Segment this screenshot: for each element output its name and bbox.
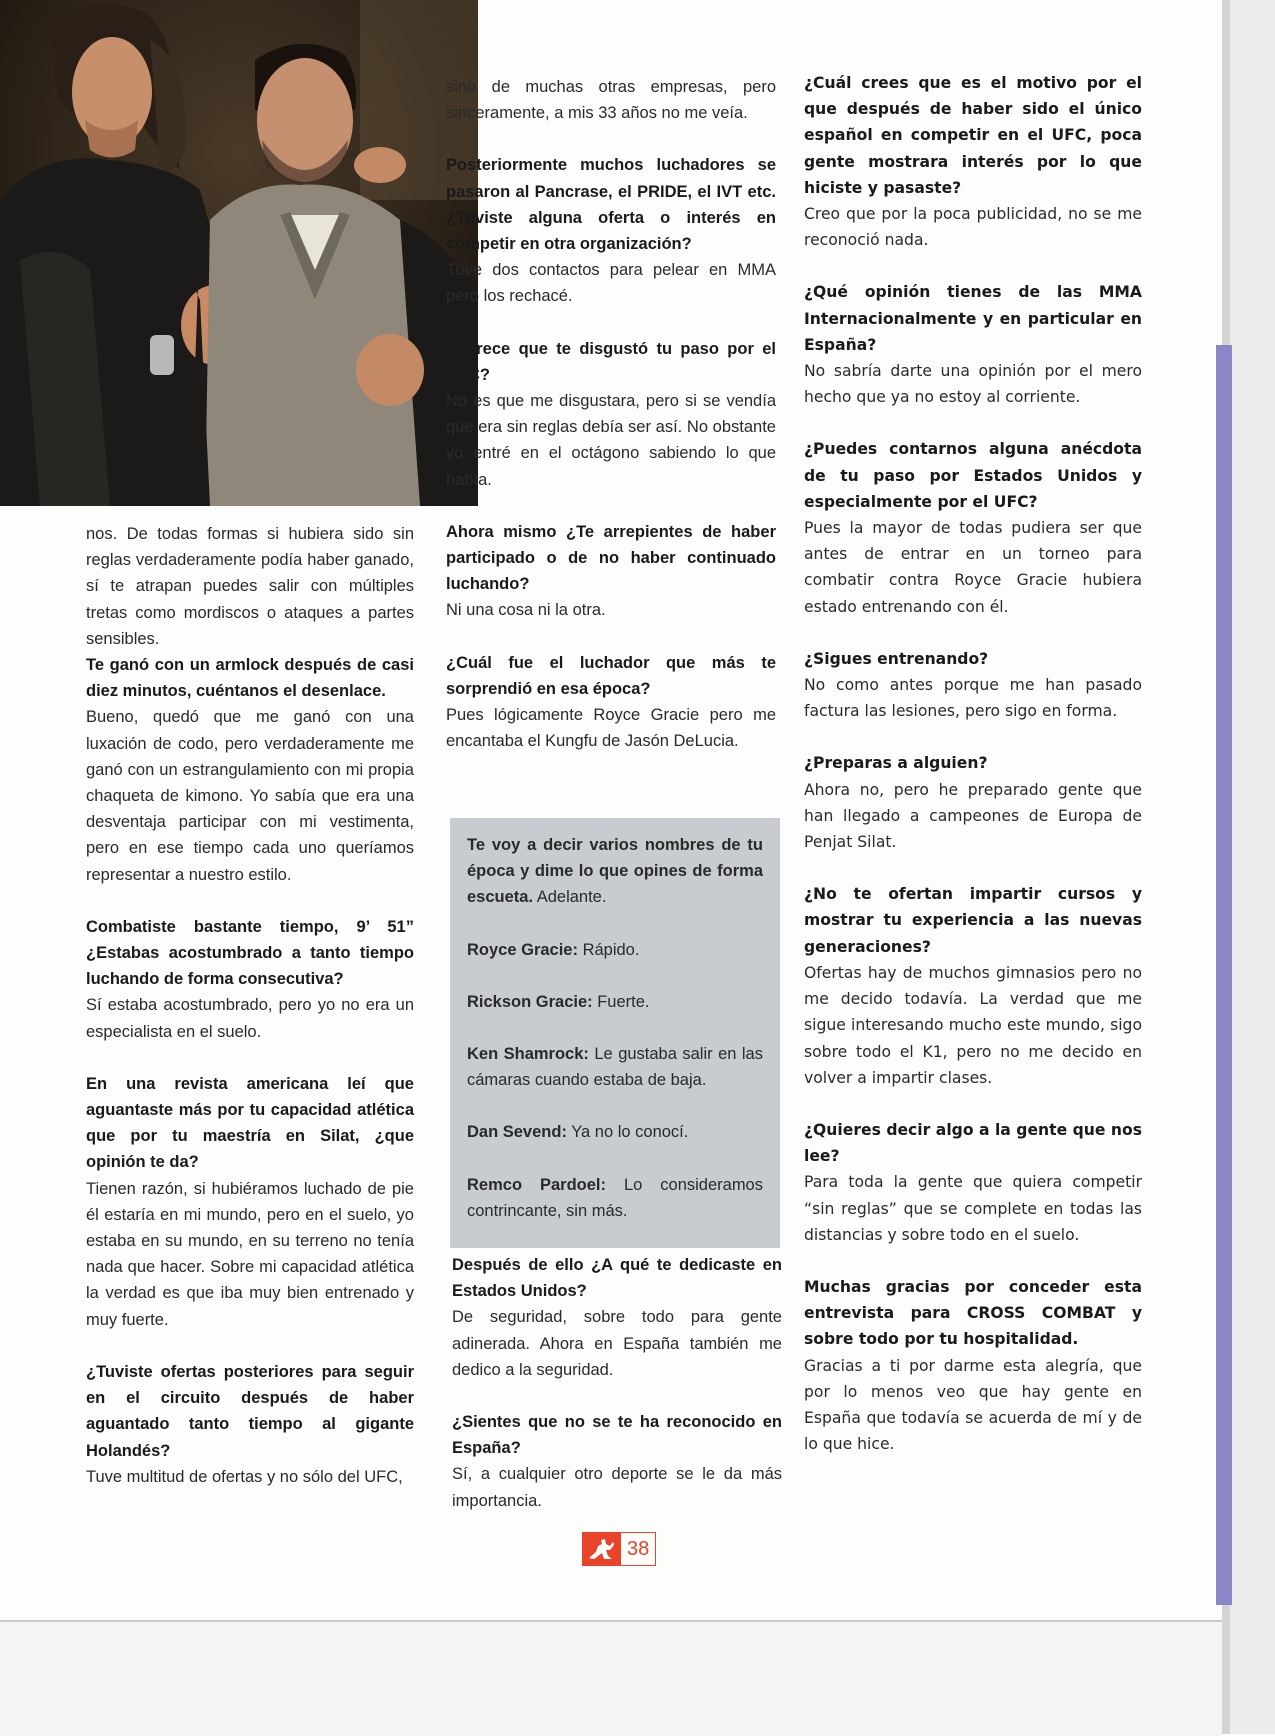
box-intro: Te voy a decir varios nombres de tu época y dime lo que opines de forma escueta. (467, 836, 763, 907)
fighter-name: Remco Pardoel: (467, 1175, 606, 1194)
answer-text: No es que me disgustara, pero si se vendía que era sin reglas debía ser así. No obstante yo entré en el octágono sabiendo lo que había. (446, 392, 776, 489)
question-text: ¿Sientes que no se te ha reconocido en España? (452, 1413, 782, 1458)
quick-names-content (467, 832, 763, 1224)
question-text: En una revista americana leí que aguantaste más por tu capacidad atlética que por tu maestría en Silat, ¿que opinión te da? (86, 1074, 414, 1172)
box-intro-rest: Adelante. (533, 888, 607, 907)
question-text: Ahora mismo ¿Te arrepientes de haber participado o de no haber continuado luchando? (446, 522, 776, 594)
column-middle (446, 74, 776, 754)
question-text: ¿Parece que te disgustó tu paso por el UFC? (446, 339, 776, 384)
answer-text: Ni una cosa ni la otra. (446, 601, 606, 620)
answer-text: sino de muchas otras empresas, pero sinceramente, a mis 33 años no me veía. (446, 78, 776, 123)
question-text: ¿No te ofertan impartir cursos y mostrar tu experiencia a las nuevas generaciones? (804, 885, 1142, 956)
answer-text: Bueno, quedó que me ganó con una luxación de codo, pero verdaderamente me ganó con un estrangulamiento con mi propia chaqueta de kimono. Yo sabía que era una desventaja participar con mi vestimenta, pero en ese tiempo cada uno queríamos representar a nuestro estilo. (86, 708, 414, 884)
page-bottom-margin (0, 1620, 1222, 1736)
answer-text: Tuve dos contactos para pelear en MMA pero los rechacé. (446, 261, 776, 306)
question-text: ¿Preparas a alguien? (804, 754, 988, 773)
answer-text: Creo que por la poca publicidad, no se me reconoció nada. (804, 205, 1142, 250)
question-text: Combatiste bastante tiempo, 9’ 51” ¿Estabas acostumbrado a tanto tiempo luchando de forma consecutiva? (86, 917, 414, 989)
question-text: ¿Cuál fue el luchador que más te sorprendió en esa época? (446, 653, 776, 698)
interview-photo (0, 0, 478, 506)
fighter-name: Ken Shamrock: (467, 1045, 589, 1064)
answer-text: Pues la mayor de todas pudiera ser que antes de entrar en un torneo para combatir contra Royce Gracie hubiera estado entrenando con él. (804, 519, 1142, 616)
fighter-name: Royce Gracie: (467, 940, 578, 959)
page-number: 38 (620, 1532, 656, 1566)
answer-text: Tuve multitud de ofertas y no sólo del UFC, (86, 1467, 403, 1486)
question-text: ¿Cuál crees que es el motivo por el que después de haber sido el único español en competir en el UFC, poca gente mostrara interés por lo que hiciste y pasaste? (804, 74, 1142, 197)
answer-text: Gracias a ti por darme esta alegría, que por lo menos veo que hay gente en España que todavía se acuerda de mí y de lo que hice. (804, 1356, 1142, 1454)
column-left (86, 521, 414, 1490)
answer-text: Tienen razón, si hubiéramos luchado de pie él estaría en mi mundo, pero en el suelo, yo estaba en su mundo, en su terreno no tenía nada que hacer. Sobre mi capacidad atlética la verdad es que iba muy bien entrenado y muy fuerte. (86, 1179, 414, 1329)
column-middle-lower (452, 1252, 782, 1514)
answer-text: No como antes porque me han pasado factura las lesiones, pero sigo en forma. (804, 676, 1142, 721)
section-tab (1216, 345, 1232, 1605)
answer-text: Ofertas hay de muchos gimnasios pero no me decido todavía. La verdad que me sigue interesando mucho este mundo, sigo sobre todo el K1, pero no me decido en volver a impartir clases. (804, 963, 1142, 1087)
question-text: ¿Sigues entrenando? (804, 649, 989, 668)
question-text: Después de ello ¿A qué te dedicaste en Estados Unidos? (452, 1256, 782, 1301)
page-number-badge (582, 1532, 656, 1566)
question-text: ¿Tuviste ofertas posteriores para seguir en el circuito después de haber aguantado tanto tiempo al gigante Holandés? (86, 1362, 414, 1460)
answer-text: Ahora no, pero he preparado gente que han llegado a campeones de Europa de Penjat Silat. (804, 780, 1142, 852)
question-text: Posteriormente muchos luchadores se pasaron al Pancrase, el PRIDE, el IVT etc. ¿Tuviste alguna oferta o interés en competir en otra organización? (446, 156, 776, 254)
answer-text: Pues lógicamente Royce Gracie pero me encantaba el Kungfu de Jasón DeLucia. (446, 706, 776, 751)
question-text: ¿Quieres decir algo a la gente que nos lee? (804, 1120, 1142, 1166)
fighter-name: Dan Sevend: (467, 1123, 567, 1142)
answer-text: Para toda la gente que quiera competir “sin reglas” que se complete en todas las distancias y sobre todo en el suelo. (804, 1173, 1142, 1244)
fighter-opinion: Fuerte. (592, 992, 650, 1011)
answer-text: De seguridad, sobre todo para gente adinerada. Ahora en España también me dedico a la seguridad. (452, 1308, 782, 1379)
answer-text: No sabría darte una opinión por el mero hecho que ya no estoy al corriente. (804, 362, 1142, 407)
question-text: Muchas gracias por conceder esta entrevista para CROSS COMBAT y sobre todo por tu hospitalidad. (804, 1277, 1142, 1349)
answer-text: Sí, a cualquier otro deporte se le da más importancia. (452, 1465, 782, 1510)
fighter-opinion: Lo consideramos contrincante, sin más. (467, 1175, 763, 1220)
magazine-logo-icon (582, 1532, 620, 1566)
question-text: Te ganó con un armlock después de casi diez minutos, cuéntanos el desenlace. (86, 656, 414, 701)
question-text: ¿Puedes contarnos alguna anécdota de tu paso por Estados Unidos y especialmente por el UFC? (804, 440, 1142, 511)
fighter-name: Rickson Gracie: (467, 992, 593, 1011)
fighter-opinion: Le gustaba salir en las cámaras cuando estaba de baja. (467, 1045, 763, 1090)
column-right (804, 70, 1142, 1457)
fighter-opinion: Rápido. (577, 940, 640, 959)
question-text: ¿Qué opinión tienes de las MMA Internacionalmente y en particular en España? (804, 283, 1142, 354)
fighter-opinion: Ya no lo conocí. (566, 1123, 689, 1142)
answer-text: Sí estaba acostumbrado, pero yo no era un especialista en el suelo. (86, 996, 414, 1041)
answer-text: nos. De todas formas si hubiera sido sin reglas verdaderamente podía haber ganado, sí te atrapan puedes salir con múltiples tretas como mordiscos o ataques a partes sensibles. (86, 525, 414, 648)
